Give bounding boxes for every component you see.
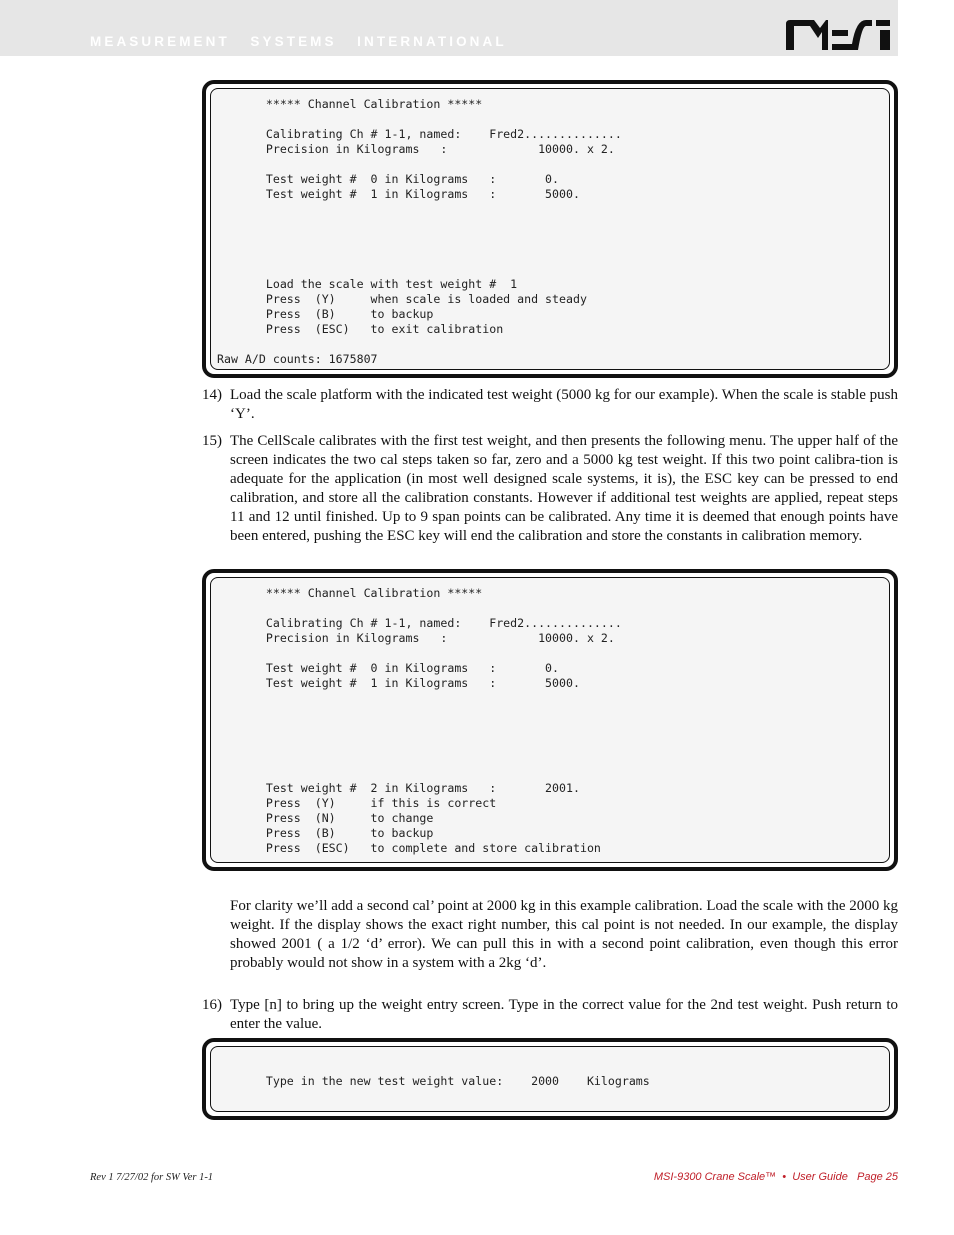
step-14-number: 14): [202, 387, 222, 403]
step-15-number: 15): [202, 433, 222, 449]
step-15-text: The CellScale calibrates with the first test weight, and then presents the following menu. The upper half of the screen indicates the two cal steps taken so far, zero and a 5000 kg test weight. If this two point calibra-tion is adequate for the application (in most well designed scale systems, it is), the ESC key can be pressed to end calibration, and store all the calibration constants. However if additional test weights are applied, repeat steps 11 and 12 until finished. Up to 9 span points can be calibrated. Any time it is deemed that enough points have been entered, pushing the ESC key will end the calibration and store the constants in calibration memory.: [230, 433, 898, 544]
calibration-screen-1: [202, 80, 898, 378]
page-header: [0, 0, 898, 56]
footer-page-info: MSI-9300 Crane Scale™ • User Guide Page 25: [653, 1171, 898, 1183]
screen-1-display: [210, 88, 890, 370]
clarity-paragraph: For clarity we’ll add a second cal’ point at 2000 kg in this example calibration. Load the scale with the 2000 kg weight. If the display shows the exact right number, this cal point is not needed. In our example, the display showed 2001 ( a 1/2 ‘d’ error). We can pull this in with a second point calibration, even though this error probably would not show in a system with a 2kg ‘d’.: [230, 898, 898, 971]
screen-3-display: [210, 1046, 890, 1112]
header-title: MEASUREMENT SYSTEMS INTERNATIONAL: [90, 34, 507, 49]
screen-2-display: [210, 577, 890, 863]
step-16-number: 16): [202, 997, 222, 1013]
calibration-screen-2: [202, 569, 898, 871]
screen-2-text: ***** Channel Calibration ***** Calibrating Ch # 1-1, named: Fred2.............. Precision in Kilograms : 10000. x 2. Test weight # 0 in Kilograms : 0. Test weight # 1 in Kilograms : 5000. Test weight # 2 in Kilograms : 2001. Press (Y) if this is correct Press (N) to change Press (B) to backup Press (ESC) to complete and store calibration: [265, 586, 622, 855]
weight-entry-screen: [202, 1038, 898, 1120]
msi-logo-icon: [786, 18, 890, 50]
step-14-text: Load the scale platform with the indicated test weight (5000 kg for our example). When the scale is stable push ‘Y’.: [230, 387, 898, 422]
screen-1-text: ***** Channel Calibration ***** Calibrating Ch # 1-1, named: Fred2.............. Precision in Kilograms : 10000. x 2. Test weight # 0 in Kilograms : 0. Test weight # 1 in Kilograms : 5000. Load the scale with test weight # 1 Press (Y) when scale is loaded and steady Press (B) to backup Press (ESC) to exit calibration Raw A/D counts: 1675807: [217, 97, 622, 366]
weight-entry-prompt: Type in the new test weight value: 2000 Kilograms: [217, 1074, 650, 1088]
step-16-text: Type [n] to bring up the weight entry screen. Type in the correct value for the 2nd test weight. Push return to enter the value.: [230, 997, 898, 1032]
footer-revision: Rev 1 7/27/02 for SW Ver 1-1: [90, 1172, 214, 1183]
